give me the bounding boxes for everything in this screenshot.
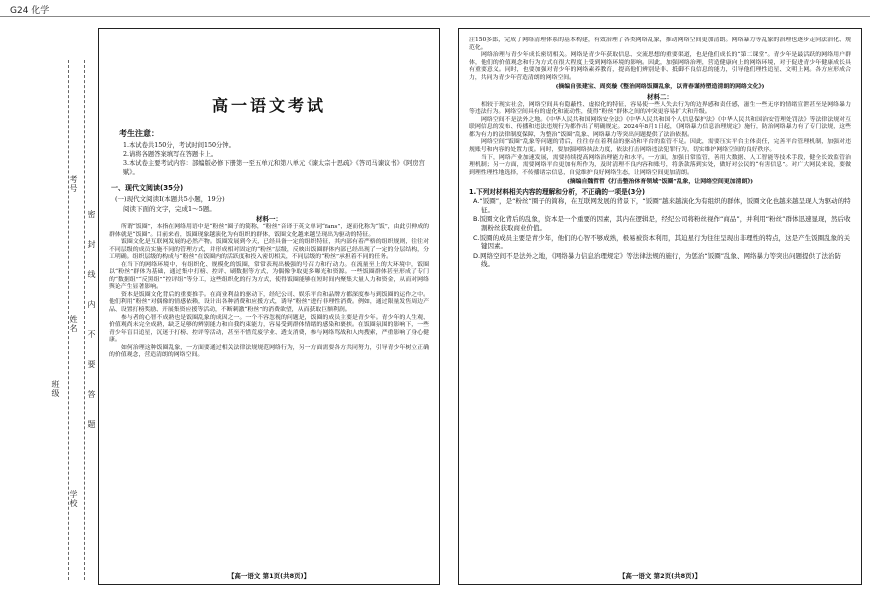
body-paragraph: 在当下的网络环境中，有组织化、规模化的饭圈，常常表现出极强的号召力和行动力。在流量至上的大环境中，饭圈以“粉丝”群体为基础，通过集中打榜、控评、刷数据等方式，为偶像争取更多曝光和资源。一些饭圈群体甚至形成了专门的“数据组”“反黑组”“控评组”等分工，这些组织化的行为方式，使得饭圈能够在短时间内聚集大量人力和资金，从而对网络舆论产生显著影响。 (109, 261, 429, 291)
instructions: 阅读下面的文字，完成1～5题。 (123, 205, 216, 213)
material-2-label: 材料二： (647, 92, 673, 101)
notice-item: 3.本试卷主要考试内容：部编版必修下册第一至五单元和第八单元《谏太宗十思疏》《答司马谏议书》《阿房宫赋》。 (123, 160, 425, 176)
body-paragraph: 饭圈文化是互联网发展的必然产物。饭圈发展到今天，已经具备一定的组织特征，其内部有着严格的组织规则，往往对不同层级的成员实施不同的管理方式，并形成相对固定的“粉丝”层级，反映出饭圈群体内部已经出现了一定的分层结构，分工明确。组织层级的构成与“粉丝”在饭圈内的活跃度和投入密切相关，不同层级的“粉丝”承担着不同的任务。 (109, 239, 429, 261)
header-rule (0, 16, 870, 17)
question-stem: 1.下列对材料相关内容的理解和分析，不正确的一项是(3分) (469, 187, 645, 196)
page-1 (98, 28, 440, 585)
body-paragraph: 注150多郎，完成了网络清理体系的基本构建，有效治理了各类网络乱象，推动网络空间更加清朗。网络暴力等乱象的治理也逐步走向法治化、规范化。 (469, 37, 851, 51)
seal-warning-text: 密封线内不要答题 (87, 210, 96, 450)
notice-heading: 考生注意： (119, 129, 159, 138)
page-2 (458, 28, 862, 585)
subsection-heading: (一)现代文阅读Ⅰ(本题共5小题，19分) (115, 195, 225, 203)
body-paragraph: 网络空间不是法外之地。《中华人民共和国网络安全法》《中华人民共和国个人信息保护法》《中华人民共和国治安管理处罚法》等法律法规对互联网信息的发布、传播和违法违规行为都作出了明确规定。2024年8月1日起，《网络暴力信息治理规定》施行，防治网络暴力有了专门法规，这些都为有力的法律制度保障，为整治“饭圈”乱象、网络暴力等突出问题提供了法治依据。 (469, 116, 851, 138)
body-paragraph: 资本是饭圈文化背后的重要推手。在商业利益的驱动下，经纪公司、娱乐平台和品牌方都深度参与到饭圈的运作之中。他们利用“粉丝”对偶像的情感依赖，设计出各种消费和应援方式，诱导“粉丝”进行非理性消费。例如，通过限量发售周边产品、设置打榜奖励、开展集资应援等活动，不断刺激“粉丝”的消费欲望，从而获取巨额利润。 (109, 291, 429, 314)
top-header (0, 0, 870, 18)
section-heading: 一、现代文阅读(35分) (111, 184, 184, 192)
body-paragraph: 网络空间“饭圈”乱象等问题的背后，往往存在着利益的驱动和平台的监管不足。因此，需要压实平台主体责任，完善平台管理机制，加强对违规账号和内容的处置力度。同时，要加强网络执法力度，依法打击网络违法犯罪行为，切实维护网络空间的良好秩序。 (469, 139, 851, 153)
notice-item: 1.本试卷共150分，考试时间150分钟。 (123, 142, 235, 149)
answer-option-d: D.网络空间不是法外之地，《网络暴力信息治理规定》等法律法规的施行，为惩治“饭圈”乱象、网络暴力等突出问题提供了法治防线。 (473, 251, 842, 269)
notice-item: 2.请将各题答案填写在答题卡上。 (123, 151, 218, 158)
body-paragraph: 相较于现实社会，网络空间具有隐蔽性、虚拟化的特征，容易使一些人失去行为的边界感和责任感，滋生一些无序的情绪宣泄甚至是网络暴力等违法行为。网络空间具有的虚化和流动性，使得“粉丝”群体之间的冲突更容易扩大和升级。 (469, 101, 851, 116)
answer-option-b: B.饭圈文化背后的乱象，资本是一个重要的因素，其内在逻辑是，经纪公司将粉丝视作“商品”，并利用“粉丝”群体迅速显现，然后收割粉丝获取商业价值。 (473, 215, 851, 232)
body-paragraph: 网络治理与青少年成长密切相关。网络是青少年获取信息、交流思想的重要渠道，也是他们成长的“第二课堂”。青少年是最活跃的网络用户群体，他们的价值观念和行为方式在很大程度上受到网络环境的影响。因此，加强网络治理，营造健康向上的网络环境，对于促进青少年健康成长具有重要意义。同时，也要加强对青少年的网络素养教育，提高他们辨别是非、抵御不良信息的能力，引导他们理性追星、文明上网。各方应形成合力，共同为青少年营造清朗的网络空间。 (469, 52, 851, 81)
material-1-label: 材料一： (256, 215, 282, 223)
source-citation: (摘编自张建宝、周奕璇《整治网络饭圈乱象，以青春谨持塑造清朗的网络文化》) (555, 83, 765, 91)
page-footer: 【高一语文 第1页(共8页)】 (227, 572, 311, 580)
seal-line-inner (84, 60, 85, 580)
page-code: G24 化学 (10, 6, 50, 16)
binding-margin (10, 60, 95, 580)
notice-block (109, 128, 429, 177)
exam-title: 高一语文考试 (211, 96, 326, 115)
source-citation: (摘编自魏哲哲《打击整治体育领域“饭圈”乱象，让网络空间更加清朗》) (566, 178, 754, 186)
margin-label-class: 班级 (51, 380, 60, 398)
body-paragraph: 所谓“饭圈”，本指在网络用语中是“粉丝”圈子的简称，“粉丝”音译于英文单词“fans”，逐而化称为“饭”，由此引伸成的群体就是“饭圈”。目前来看，饭圈现象越演化为有组织的群体，饭圈文化越来越呈现出为驱动的特征。 (109, 224, 429, 238)
margin-label-school: 学校 (69, 490, 78, 508)
body-paragraph: 参与者的心智不成熟也是饭圈乱象的成因之一。一个不容忽视的问题是，饭圈的成员主要是青少年。青少年的人生观、价值观尚未完全成熟，缺乏足够的辨别能力和自我约束能力，容易受到群体情绪的感染和裹挟。在饭圈氛围的影响下，一些青少年盲目追星，沉迷于打榜、控评等活动，甚至不惜荒废学业、透支消费，参与网络骂战和人肉搜索，严重影响了身心健康。 (109, 314, 429, 344)
body-paragraph: 如何治理这种饭圈乱象，一方面要通过相关法律法规规范网络行为，另一方面需要各方共同努力，引导青少年树立正确的价值观念，营造清朗的网络空间。 (109, 344, 429, 359)
page-footer: 【高一语文 第2页(共8页)】 (618, 572, 702, 580)
body-paragraph: 当下，网络产业加速发展，需要持续提高网络治理能力和水平。一方面，加强日常监管，善用大数据、人工智能等技术手段，健全长效监管治理机制；另一方面，需要网络平台更加有所作为，及时清理不良内容和账号，将条款落到实处，做好对公民的“有害信息”。对广大网民来说，要做到理性理性地选择，不传播诸宗信息，自觉维护良好网络生态，让网络空间更加清朗。 (469, 154, 851, 176)
answer-option-a: A.“饭圈”，是“粉丝”圈子的简称，在互联网发展的背景下，“饭圈”越来越演化为有组织的群体，饭圈文化也越来越呈现人为驱动的特征。 (473, 197, 851, 214)
answer-option-c: C.饭圈的成员主要是青少年，他们的心智不够成熟，极易被资本利用，其迫星行为往往呈现出非理性的特点，这是产生饭圈乱象的关键因素。 (473, 233, 851, 251)
margin-label-exam-no: 考号 (69, 175, 78, 193)
margin-label-name: 姓名 (69, 315, 78, 333)
